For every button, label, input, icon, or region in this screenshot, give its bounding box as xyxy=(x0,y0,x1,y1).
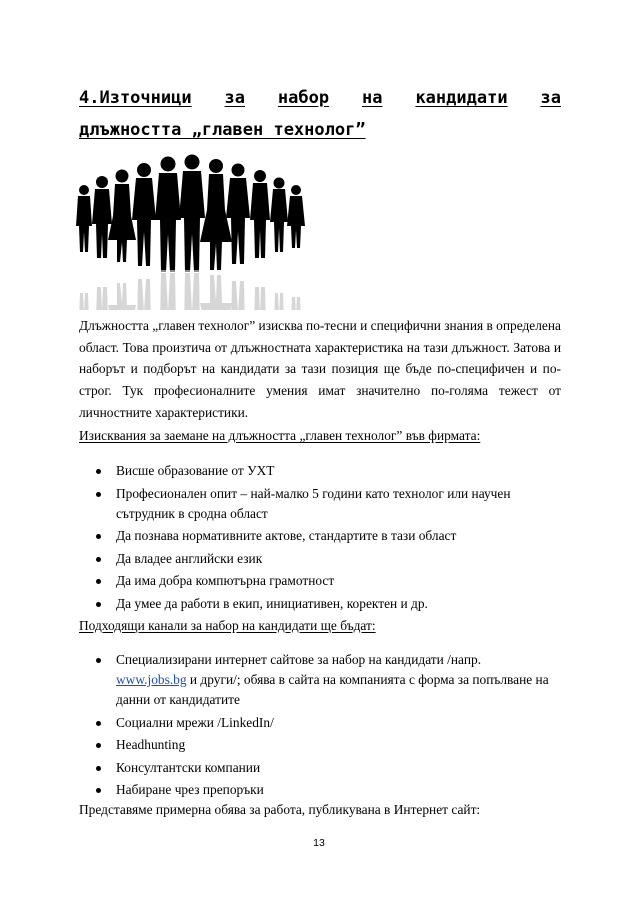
list-item xyxy=(79,484,561,524)
list-item-text: и други/; обява в сайта на компанията с форма за попълване на данни от кандидатите xyxy=(116,672,549,707)
intro-paragraph: Длъжността „главен технолог” изисква по-тесни и специфични знания в определена област. Това произтича от длъжностната характеристика на тази длъжност. Затова и наборът и подборът на кандидати за тази позиция ще бъде по-специфичен и по-строг. Тук професионалните умения имат значително по-голяма тежест от личностните характеристики. xyxy=(79,318,561,420)
list-item-text: Консултантски компании xyxy=(116,759,261,775)
heading-word: на xyxy=(362,88,383,108)
heading-line2-text: длъжността „главен технолог” xyxy=(79,120,366,140)
list-item-text: Социални мрежи /LinkedIn/ xyxy=(116,714,274,730)
bullet-icon xyxy=(96,766,101,771)
bullet-icon xyxy=(96,579,101,584)
list-item xyxy=(79,735,561,755)
list-item xyxy=(79,571,561,591)
closing-sentence: Представяме примерна обява за работа, публикувана в Интернет сайт: xyxy=(79,802,481,817)
bullet-icon xyxy=(96,602,101,607)
list-item xyxy=(79,758,561,778)
requirements-title: Изисквания за заемане на длъжността „главен технолог” във фирмата: xyxy=(79,428,481,443)
list-item xyxy=(79,594,561,614)
list-item xyxy=(79,713,561,733)
list-item-text: Професионален опит – най-малко 5 години като технолог или научен сътрудник в сродна област xyxy=(116,485,511,521)
heading-word: за xyxy=(540,88,561,108)
bullet-icon xyxy=(96,492,101,497)
requirements-list xyxy=(79,461,561,616)
bullet-icon xyxy=(96,721,101,726)
section-heading-line1 xyxy=(79,86,561,110)
heading-word: 4.Източници xyxy=(79,88,192,108)
bullet-icon xyxy=(96,534,101,539)
list-item-text: Набиране чрез препоръки xyxy=(116,782,264,797)
heading-word: кандидати xyxy=(415,88,508,108)
bullet-icon xyxy=(96,658,101,663)
list-item-text: Специализирани интернет сайтове за набор на кандидати /напр. xyxy=(116,652,482,667)
list-item-text: Да има добра компютърна грамотност xyxy=(116,573,335,588)
channels-title: Подходящи канали за набор на кандидати ще бъдат: xyxy=(79,618,376,633)
heading-word: набор xyxy=(277,88,330,108)
list-item-text: Висше образование от УХТ xyxy=(116,463,275,478)
list-item xyxy=(79,650,561,710)
list-item xyxy=(79,526,561,546)
list-item-text: Да познава нормативните актове, стандартите в тази област xyxy=(116,528,457,543)
bullet-icon xyxy=(96,469,101,474)
heading-word: за xyxy=(224,88,245,108)
list-item-text: Headhunting xyxy=(116,737,186,752)
business-people-silhouettes-icon xyxy=(70,148,310,310)
bullet-icon xyxy=(96,557,101,562)
list-item-text: Да владее английски език xyxy=(116,550,263,566)
list-item xyxy=(79,780,561,800)
list-item xyxy=(79,549,561,569)
jobs-bg-link[interactable]: www.jobs.bg xyxy=(116,672,187,687)
bullet-icon xyxy=(96,743,101,748)
list-item xyxy=(79,461,561,481)
list-item-text: Да умее да работи в екип, инициативен, коректен и др. xyxy=(116,595,428,611)
channels-list xyxy=(79,650,561,803)
section-heading-line2 xyxy=(79,118,561,142)
bullet-icon xyxy=(96,788,101,793)
page-number: 13 xyxy=(313,837,325,849)
